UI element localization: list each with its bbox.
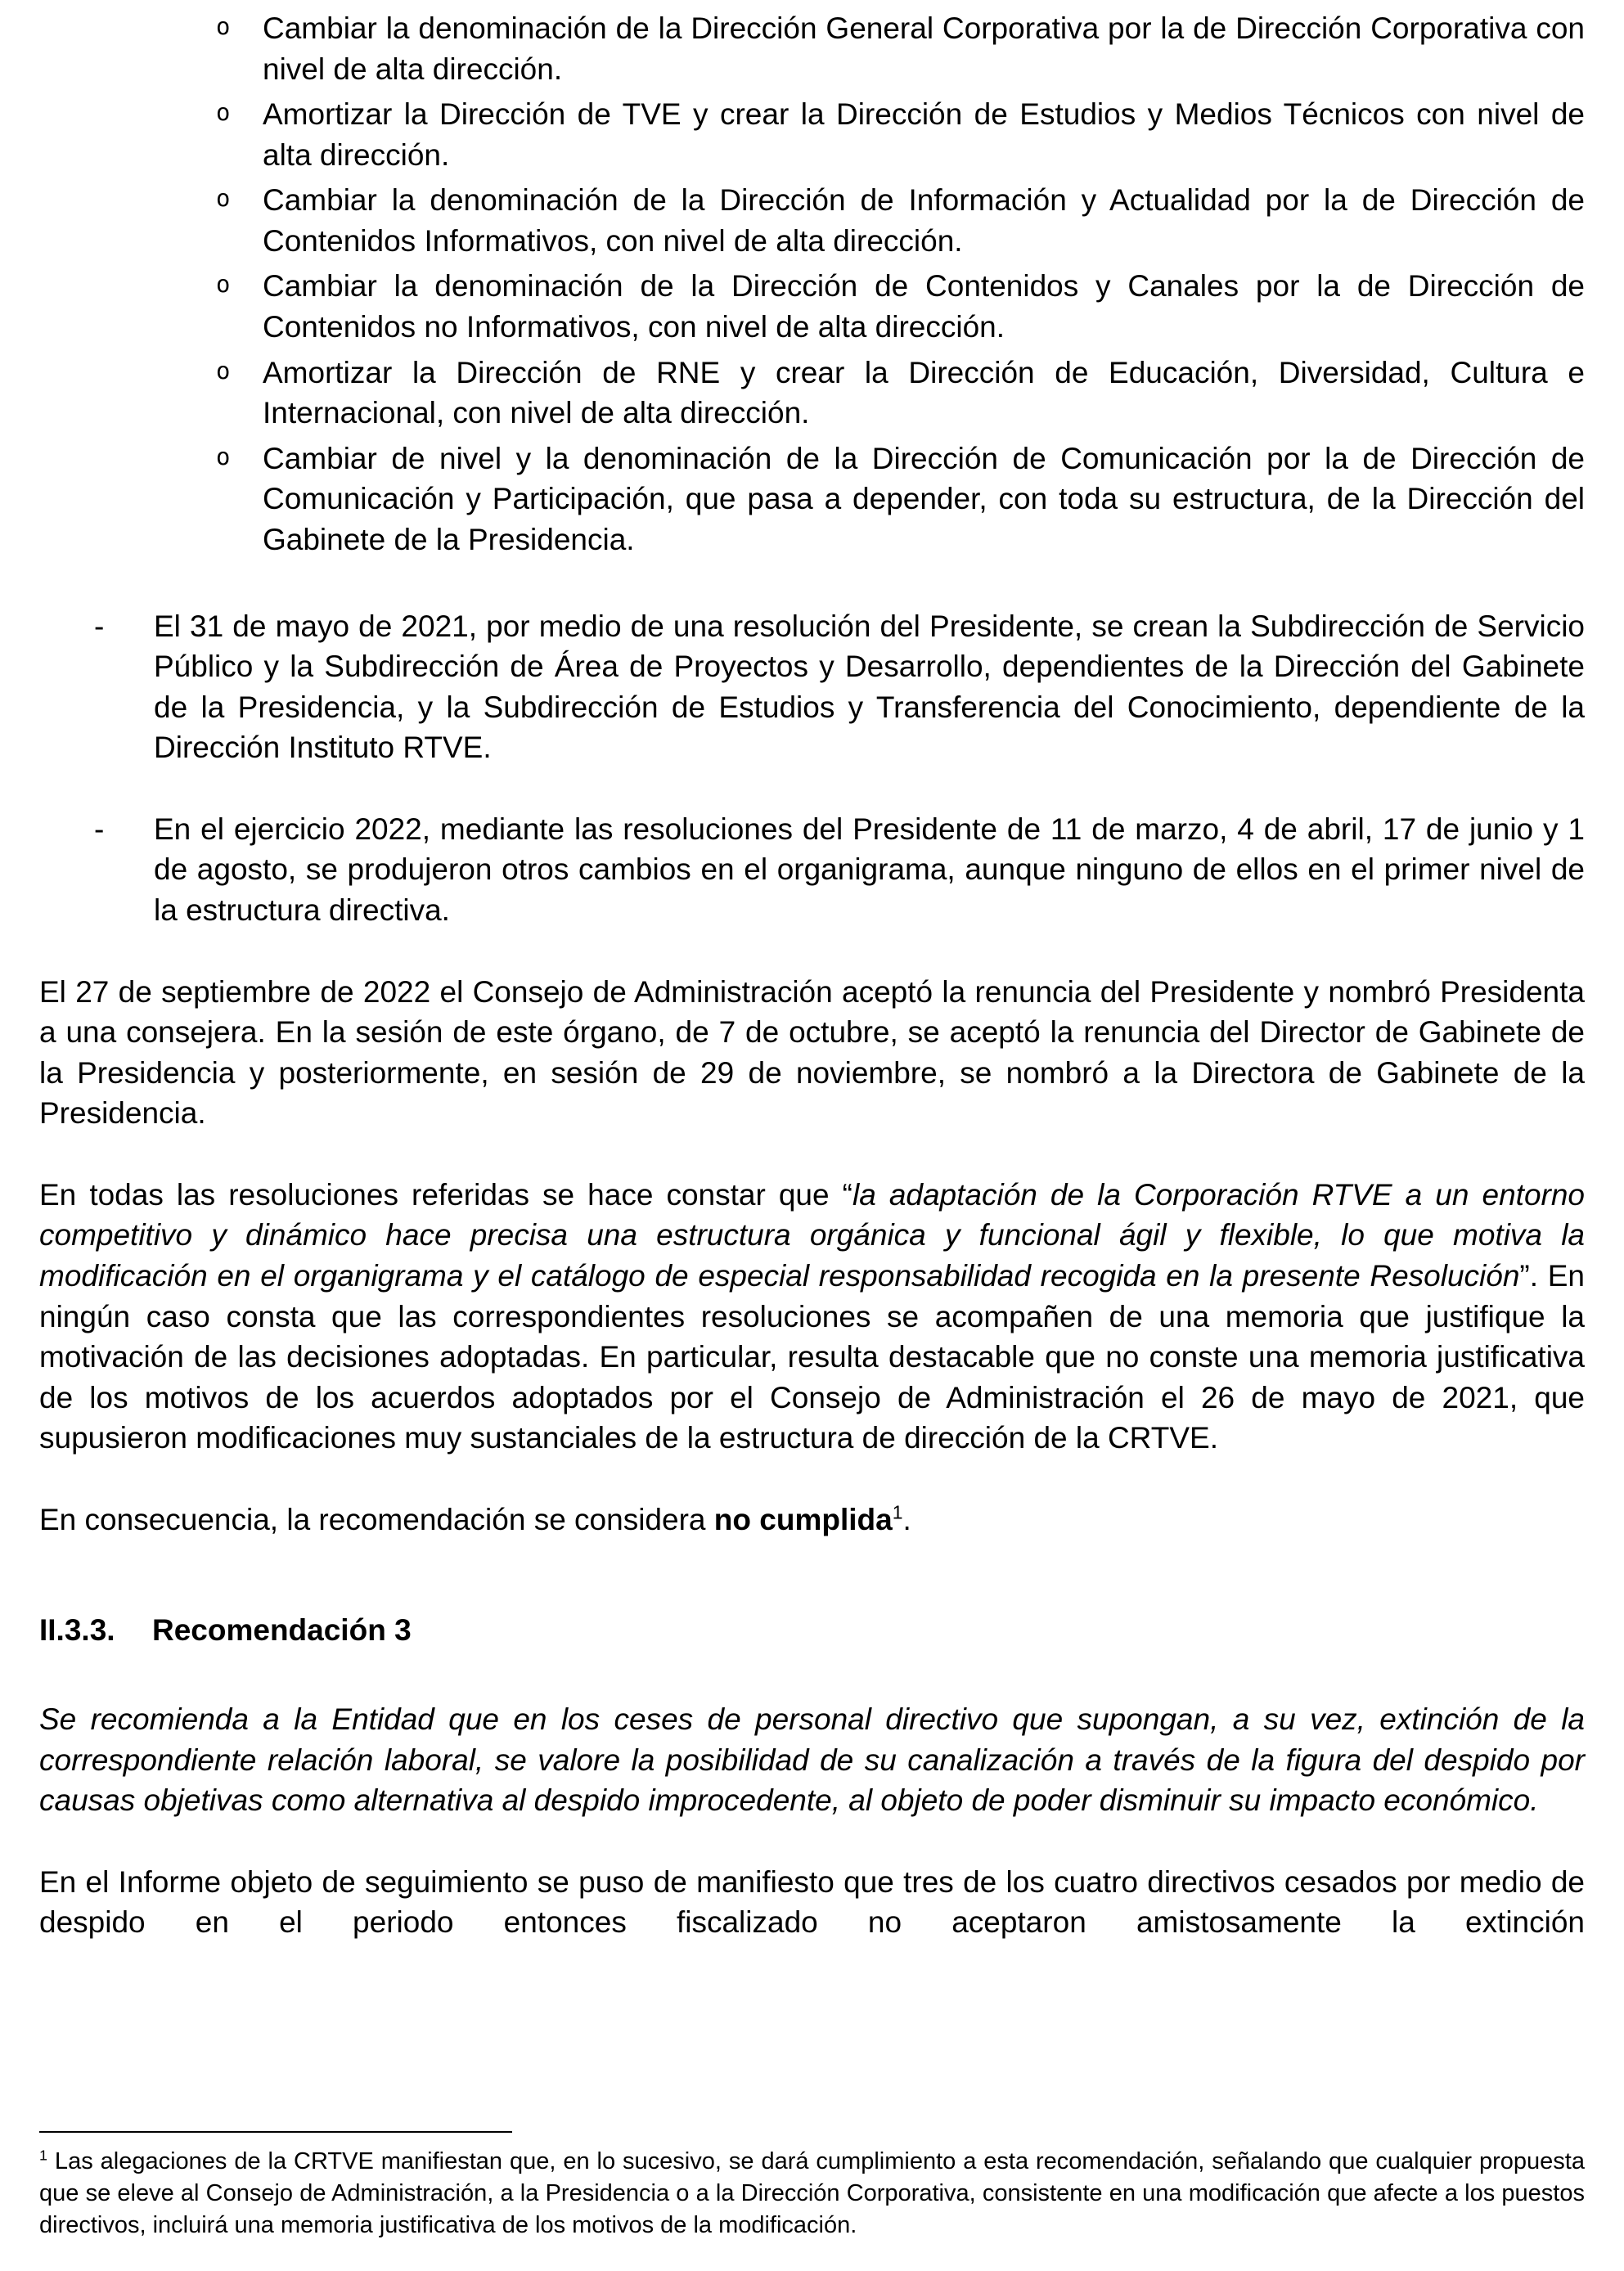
circle-bullet-marker: o [216, 270, 231, 299]
list-item [39, 438, 1585, 560]
list-item-text: Cambiar la denominación de la Dirección de Información y Actualidad por la de Dirección de Contenidos Informativos, con nivel de alta dirección. [263, 183, 1585, 258]
circle-bullet-marker: o [216, 356, 231, 384]
circle-bullet-marker: o [216, 184, 231, 213]
dash-bullet-marker: - [94, 609, 105, 643]
paragraph-text: ”. En ningún caso consta que las correspondientes resoluciones se acompañen de una memoria que justifique la motivación de las decisiones adoptadas. En particular, resulta destacable que no conste una memoria justificativa de los motivos de los acuerdos adoptados por el Consejo de Administración el 26 de mayo de 2021, que supusieron modificaciones muy sustanciales de la estructura de dirección de la CRTVE. [39, 1259, 1585, 1455]
footnote-body: Las alegaciones de la CRTVE manifiestan que, en lo sucesivo, se dará cumplimiento a esta recomendación, señalando que cualquier propuesta que se eleve al Consejo de Administración, a la Presidencia o a la Dirección Corporativa, consistente en una modificación que afecte a los puestos directivos, incluirá una memoria justificativa de los motivos de la modificación. [39, 2147, 1585, 2238]
paragraph-conclusion [39, 1500, 1585, 1540]
circle-bullet-list [39, 8, 1585, 565]
list-item-text: Amortizar la Dirección de TVE y crear la Dirección de Estudios y Medios Técnicos con nivel de alta dirección. [263, 97, 1585, 172]
footnote-number: 1 [39, 2146, 47, 2163]
list-item-text: Amortizar la Dirección de RNE y crear la Dirección de Educación, Diversidad, Cultura e Internacional, con nivel de alta dirección. [263, 355, 1585, 430]
list-item [39, 94, 1585, 175]
dash-bullet-marker: - [94, 812, 105, 846]
footnote-area [39, 2108, 1585, 2242]
list-item [39, 606, 1585, 768]
list-item [39, 809, 1585, 931]
paragraph-text: En consecuencia, la recomendación se considera [39, 1502, 714, 1536]
circle-bullet-marker: o [216, 442, 231, 470]
paragraph-followup: En el Informe objeto de seguimiento se puso de manifiesto que tres de los cuatro directivos cesados por medio de despido en el periodo entonces fiscalizado no aceptaron amistosamente la extinción [39, 1864, 1585, 1940]
list-item-text: Cambiar la denominación de la Dirección General Corporativa por la de Dirección Corporativa con nivel de alta dirección. [263, 11, 1585, 86]
list-item-text: Cambiar la denominación de la Dirección de Contenidos y Canales por la de Dirección de Contenidos no Informativos, con nivel de alta dirección. [263, 269, 1585, 344]
footnote-reference: 1 [892, 1501, 903, 1523]
paragraph-resolutions [39, 1175, 1585, 1459]
conclusion-status: no cumplida [713, 1502, 893, 1536]
list-item-text: Cambiar de nivel y la denominación de la Dirección de Comunicación por la de Dirección de Comunicación y Participación, que pasa a depender, con toda su estructura, de la Dirección del Gabinete de la Presidencia. [263, 441, 1585, 556]
paragraph-board-changes: El 27 de septiembre de 2022 el Consejo de Administración aceptó la renuncia del Presidente y nombró Presidenta a una consejera. En la sesión de este órgano, de 7 de octubre, se aceptó la renuncia del Director de Gabinete de la Presidencia y posteriormente, en sesión de 29 de noviembre, se nombró a la Directora de Gabinete de la Presidencia. [39, 974, 1585, 1131]
list-item [39, 266, 1585, 347]
section-heading [39, 1610, 1585, 1651]
paragraph-text: . [902, 1502, 911, 1536]
list-item [39, 180, 1585, 261]
quoted-text: la adaptación de la Corporación RTVE a un entorno competitivo y dinámico hace precisa una estructura orgánica y funcional ágil y flexible, lo que motiva la modificación en el organigrama y el catálogo de especial responsabilidad recogida en la presente Resolución [39, 1177, 1585, 1293]
section-number: II.3.3. [39, 1612, 115, 1647]
paragraph-recommendation: Se recomienda a la Entidad que en los ceses de personal directivo que supongan, a su vez, extinción de la correspondiente relación laboral, se valore la posibilidad de su canalización a través de la figura del despido por causas objetivas como alternativa al despido improcedente, al objeto de poder disminuir su impacto económico. [39, 1702, 1585, 1818]
dash-list [39, 565, 1585, 931]
list-item [39, 353, 1585, 434]
paragraph-text: En todas las resoluciones referidas se hace constar que “ [39, 1177, 852, 1212]
footnote-text [39, 2146, 1585, 2242]
list-item-text: En el ejercicio 2022, mediante las resoluciones del Presidente de 11 de marzo, 4 de abril, 17 de junio y 1 de agosto, se produjeron otros cambios en el organigrama, aunque ninguno de ellos en el primer nivel de la estructura directiva. [154, 812, 1585, 927]
circle-bullet-marker: o [216, 12, 231, 40]
list-item-text: El 31 de mayo de 2021, por medio de una resolución del Presidente, se crean la Subdirección de Servicio Público y la Subdirección de Área de Proyectos y Desarrollo, dependientes de la Dirección del Gabinete de la Presidencia, y la Subdirección de Estudios y Transferencia del Conocimiento, dependiente de la Dirección Instituto RTVE. [154, 609, 1585, 765]
circle-bullet-marker: o [216, 98, 231, 127]
list-item [39, 8, 1585, 89]
section-title: Recomendación 3 [152, 1612, 412, 1647]
footnote-separator [39, 2131, 512, 2133]
